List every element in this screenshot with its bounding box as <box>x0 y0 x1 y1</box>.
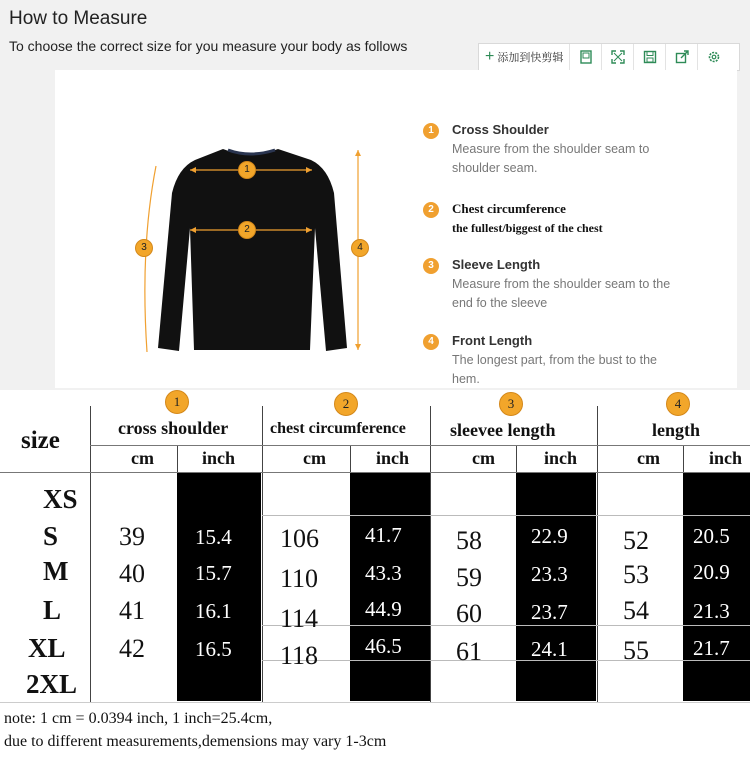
unit-cm-2: cm <box>303 448 326 468</box>
table-divider <box>177 445 178 472</box>
cell-l-sleeve-inch: 23.7 <box>531 600 568 624</box>
cell-m-chest-inch: 43.3 <box>365 561 402 585</box>
diagram-marker-4: 4 <box>351 239 369 257</box>
unit-inch-1: inch <box>202 448 236 468</box>
column-badge-2: 2 <box>334 392 358 416</box>
cell-xl-chest-inch: 46.5 <box>365 634 402 658</box>
cell-l-cross-cm: 41 <box>119 596 145 625</box>
instruction-desc: the fullest/biggest of the chest <box>452 221 603 235</box>
diagram-marker-2: 2 <box>238 221 256 239</box>
unit-cm-3: cm <box>472 448 495 468</box>
screen-icon[interactable] <box>570 44 602 70</box>
unit-inch-4: inch <box>709 448 743 468</box>
cell-s-sleeve-inch: 22.9 <box>531 524 568 548</box>
page-title: How to Measure <box>9 8 148 29</box>
row-divider <box>262 625 750 626</box>
cell-m-length-cm: 53 <box>623 560 649 589</box>
table-divider <box>597 406 598 702</box>
cell-xl-cross-cm: 42 <box>119 634 145 663</box>
plus-icon: + <box>485 48 495 65</box>
add-to-clip-label: 添加到快剪辑 <box>497 52 564 64</box>
size-label-l: L <box>43 595 62 625</box>
instruction-title: Front Length <box>452 333 533 348</box>
column-badge-3: 3 <box>499 392 523 416</box>
diagram-marker-3: 3 <box>135 239 153 257</box>
step-number: 2 <box>423 202 439 218</box>
cell-s-chest-inch: 41.7 <box>365 523 402 547</box>
cell-m-chest-cm: 110 <box>280 564 319 593</box>
instruction-desc: Measure from the shoulder seam to the end fo the sleeve <box>452 277 671 310</box>
settings-icon[interactable] <box>698 44 729 70</box>
cell-s-length-cm: 52 <box>623 526 649 555</box>
unit-inch-2: inch <box>376 448 410 468</box>
group-header-chest: chest circumference <box>270 420 406 437</box>
cell-m-length-inch: 20.9 <box>693 560 730 584</box>
save-icon[interactable] <box>634 44 666 70</box>
inch-column-bg <box>683 473 750 701</box>
cell-xl-cross-inch: 16.5 <box>195 637 232 661</box>
table-divider <box>350 445 351 472</box>
size-label-m: M <box>43 556 69 586</box>
table-bottom-border <box>0 702 750 703</box>
clip-toolbar <box>478 43 740 71</box>
cell-l-chest-cm: 114 <box>280 604 319 633</box>
cell-m-cross-cm: 40 <box>119 559 145 588</box>
cell-m-sleeve-cm: 59 <box>456 563 482 592</box>
cell-m-cross-inch: 15.7 <box>195 561 232 585</box>
cell-l-cross-inch: 16.1 <box>195 599 232 623</box>
instruction-desc: Measure from the shoulder seam to shoulder seam. <box>452 142 650 175</box>
table-divider <box>516 445 517 472</box>
group-header-cross-shoulder: cross shoulder <box>118 418 229 438</box>
unit-cm-4: cm <box>637 448 660 468</box>
cell-s-sleeve-cm: 58 <box>456 526 482 555</box>
cell-s-length-inch: 20.5 <box>693 524 730 548</box>
share-icon[interactable] <box>666 44 698 70</box>
cell-l-length-cm: 54 <box>623 596 649 625</box>
size-label-s: S <box>43 521 59 551</box>
unit-inch-3: inch <box>544 448 578 468</box>
unit-cm-1: cm <box>131 448 154 468</box>
instruction-desc: The longest part, from the bust to the hem. <box>452 353 657 386</box>
cell-xl-length-cm: 55 <box>623 636 649 665</box>
instruction-title: Chest circumference <box>452 201 566 216</box>
cell-l-chest-inch: 44.9 <box>365 597 402 621</box>
add-to-clip-button[interactable] <box>479 44 570 70</box>
cell-xl-sleeve-inch: 24.1 <box>531 637 568 661</box>
column-badge-4: 4 <box>666 392 690 416</box>
table-divider <box>683 445 684 472</box>
cell-l-sleeve-cm: 60 <box>456 599 482 628</box>
inch-column-bg <box>516 473 596 701</box>
cell-s-cross-inch: 15.4 <box>195 525 232 549</box>
table-divider <box>90 445 750 446</box>
size-label-2xl: 2XL <box>26 669 78 699</box>
cell-s-cross-cm: 39 <box>119 522 145 551</box>
row-divider <box>262 660 750 661</box>
inch-column-bg <box>177 473 261 701</box>
table-divider <box>90 406 91 702</box>
column-badge-1: 1 <box>165 390 189 414</box>
inch-column-bg <box>350 473 430 701</box>
size-label-xs: XS <box>43 484 78 514</box>
group-header-sleeve: sleevee length <box>450 420 556 440</box>
note-line-2: due to different measurements,demensions may vary 1-3cm <box>4 733 387 750</box>
step-number: 4 <box>423 334 439 350</box>
cell-xl-chest-cm: 118 <box>280 641 319 670</box>
diagram-marker-1: 1 <box>238 161 256 179</box>
step-number: 1 <box>423 123 439 139</box>
cell-xl-sleeve-cm: 61 <box>456 637 482 666</box>
cell-s-chest-cm: 106 <box>280 524 319 553</box>
expand-icon[interactable] <box>602 44 634 70</box>
table-divider <box>430 406 431 702</box>
page-subtitle: To choose the correct size for you measure your body as follows <box>9 38 408 54</box>
instruction-title: Cross Shoulder <box>452 122 549 137</box>
group-header-length: length <box>652 420 701 440</box>
cell-m-sleeve-inch: 23.3 <box>531 562 568 586</box>
step-number: 3 <box>423 258 439 274</box>
size-table <box>0 390 750 702</box>
size-header: size <box>21 427 60 454</box>
row-divider <box>262 515 750 516</box>
instruction-title: Sleeve Length <box>452 257 541 272</box>
cell-xl-length-inch: 21.7 <box>693 636 730 660</box>
cell-l-length-inch: 21.3 <box>693 599 730 623</box>
size-label-xl: XL <box>28 633 66 663</box>
note-line-1: note: 1 cm = 0.0394 inch, 1 inch=25.4cm, <box>4 710 273 727</box>
table-divider <box>262 406 263 702</box>
